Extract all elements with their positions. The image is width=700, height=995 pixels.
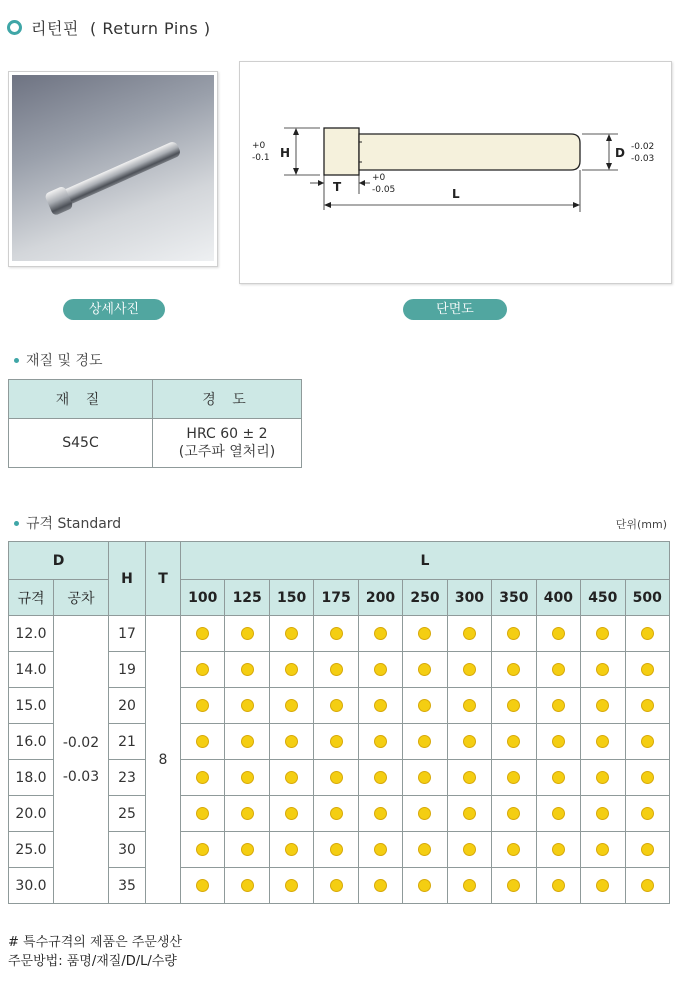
tolerance-lower: -0.03 [62,768,100,785]
available-dot-icon [196,663,209,676]
l-length-header: 250 [403,580,447,616]
l-length-header: 350 [492,580,536,616]
availability-cell [447,724,491,760]
available-dot-icon [330,879,343,892]
availability-cell [269,868,313,904]
bullet-ring-icon [7,20,22,35]
available-dot-icon [241,843,254,856]
available-dot-icon [418,879,431,892]
d-spec-cell: 20.0 [9,796,54,832]
standard-section-title: 규격 Standard [26,516,122,532]
available-dot-icon [374,699,387,712]
available-dot-icon [641,699,654,712]
availability-cell [492,796,536,832]
h-tol-plus: +0 [252,141,266,151]
availability-cell [625,796,669,832]
available-dot-icon [285,807,298,820]
availability-cell [625,832,669,868]
availability-cell [358,796,402,832]
available-dot-icon [330,663,343,676]
availability-cell [358,688,402,724]
available-dot-icon [418,699,431,712]
table-row [9,616,670,652]
available-dot-icon [552,627,565,640]
availability-cell [181,796,225,832]
availability-cell [314,724,358,760]
availability-cell [225,616,269,652]
availability-cell [314,760,358,796]
hardness-line2: (고주파 열처리) [178,444,276,460]
availability-cell [447,868,491,904]
availability-cell [181,724,225,760]
available-dot-icon [196,843,209,856]
availability-cell [181,688,225,724]
available-dot-icon [418,807,431,820]
availability-cell [225,724,269,760]
d-col-header: D [9,542,109,580]
available-dot-icon [374,843,387,856]
available-dot-icon [641,627,654,640]
table-row [9,652,670,688]
availability-cell [269,688,313,724]
available-dot-icon [418,627,431,640]
availability-cell [358,832,402,868]
l-length-header: 200 [358,580,402,616]
availability-cell [358,652,402,688]
l-length-header: 500 [625,580,669,616]
availability-cell [581,652,625,688]
availability-cell [581,688,625,724]
h-tol-minus: -0.1 [252,153,270,163]
availability-cell [625,760,669,796]
h-value-cell: 19 [109,652,146,688]
available-dot-icon [330,627,343,640]
available-dot-icon [596,879,609,892]
availability-cell [536,832,580,868]
availability-cell [181,760,225,796]
material-table [8,379,302,468]
page-header [7,16,211,39]
available-dot-icon [552,807,565,820]
available-dot-icon [641,807,654,820]
table-row [9,760,670,796]
available-dot-icon [285,771,298,784]
available-dot-icon [463,843,476,856]
available-dot-icon [196,735,209,748]
availability-cell [403,760,447,796]
available-dot-icon [330,843,343,856]
availability-cell [403,868,447,904]
availability-cell [536,796,580,832]
available-dot-icon [463,699,476,712]
available-dot-icon [596,843,609,856]
available-dot-icon [418,663,431,676]
section-drawing-frame [239,61,672,284]
available-dot-icon [596,807,609,820]
hardness-line1: HRC 60 ± 2 [186,426,268,442]
table-row [9,868,670,904]
table-row [9,688,670,724]
availability-cell [181,832,225,868]
available-dot-icon [374,735,387,748]
available-dot-icon [641,771,654,784]
availability-cell [358,760,402,796]
available-dot-icon [507,879,520,892]
availability-cell [225,832,269,868]
available-dot-icon [374,663,387,676]
availability-cell [447,832,491,868]
available-dot-icon [285,663,298,676]
availability-cell [314,796,358,832]
h-value-cell: 20 [109,688,146,724]
d-spec-cell: 25.0 [9,832,54,868]
availability-cell [447,760,491,796]
table-row [9,724,670,760]
available-dot-icon [285,699,298,712]
availability-cell [536,724,580,760]
availability-cell [581,724,625,760]
note-line-2: 주문방법: 품명/재질/D/L/수량 [8,954,177,969]
available-dot-icon [196,699,209,712]
availability-cell [269,616,313,652]
table-row [9,796,670,832]
availability-cell [225,796,269,832]
available-dot-icon [241,627,254,640]
availability-cell [581,760,625,796]
section-drawing [240,62,671,283]
available-dot-icon [596,663,609,676]
tol-col-header: 공차 [54,580,109,616]
available-dot-icon [418,735,431,748]
availability-cell [225,868,269,904]
availability-cell [625,652,669,688]
available-dot-icon [507,843,520,856]
available-dot-icon [463,807,476,820]
available-dot-icon [241,699,254,712]
unit-label: 단위(mm) [615,518,667,531]
available-dot-icon [552,699,565,712]
availability-cell [625,616,669,652]
availability-cell [403,796,447,832]
available-dot-icon [507,807,520,820]
available-dot-icon [507,771,520,784]
available-dot-icon [330,807,343,820]
availability-cell [403,724,447,760]
d-label: D [615,146,625,160]
h-col-header: H [109,542,146,616]
l-length-header: 150 [269,580,313,616]
availability-cell [536,652,580,688]
photo-caption-badge: 상세사진 [63,299,165,320]
t-label: T [333,180,342,194]
availability-cell [492,760,536,796]
availability-cell [447,652,491,688]
available-dot-icon [241,879,254,892]
availability-cell [314,652,358,688]
available-dot-icon [552,735,565,748]
available-dot-icon [641,663,654,676]
availability-cell [536,616,580,652]
availability-cell [492,688,536,724]
available-dot-icon [507,699,520,712]
l-length-header: 300 [447,580,491,616]
tolerance-upper: -0.02 [62,734,100,751]
availability-cell [225,760,269,796]
availability-cell [581,796,625,832]
availability-cell [447,616,491,652]
availability-cell [581,868,625,904]
h-value-cell: 25 [109,796,146,832]
standard-section-header [14,513,121,533]
availability-cell [492,868,536,904]
available-dot-icon [241,663,254,676]
available-dot-icon [641,843,654,856]
return-pin-image [12,75,214,261]
tolerance-cell [54,616,109,904]
available-dot-icon [374,807,387,820]
available-dot-icon [330,699,343,712]
available-dot-icon [507,627,520,640]
product-photo-frame [8,71,218,267]
available-dot-icon [463,735,476,748]
availability-cell [181,616,225,652]
material-col-header: 재 질 [9,380,153,419]
available-dot-icon [596,735,609,748]
available-dot-icon [196,879,209,892]
available-dot-icon [463,771,476,784]
availability-cell [536,868,580,904]
available-dot-icon [596,699,609,712]
available-dot-icon [641,879,654,892]
t-col-header: T [146,542,181,616]
available-dot-icon [374,879,387,892]
availability-cell [269,724,313,760]
available-dot-icon [374,771,387,784]
available-dot-icon [507,735,520,748]
section-bullet-icon [14,358,19,363]
available-dot-icon [241,807,254,820]
spec-col-header: 규격 [9,580,54,616]
available-dot-icon [196,771,209,784]
l-length-header: 125 [225,580,269,616]
availability-cell [181,652,225,688]
available-dot-icon [241,771,254,784]
d-spec-cell: 16.0 [9,724,54,760]
availability-cell [625,724,669,760]
available-dot-icon [374,627,387,640]
available-dot-icon [552,843,565,856]
available-dot-icon [241,735,254,748]
h-value-cell: 23 [109,760,146,796]
available-dot-icon [552,663,565,676]
l-length-header: 100 [181,580,225,616]
t-value-cell: 8 [146,616,181,904]
l-length-header: 400 [536,580,580,616]
h-label: H [280,146,291,160]
d-spec-cell: 15.0 [9,688,54,724]
availability-cell [581,832,625,868]
available-dot-icon [418,771,431,784]
material-section-title: 재질 및 경도 [26,353,103,369]
availability-cell [403,652,447,688]
t-tol-minus: -0.05 [372,185,396,195]
availability-cell [625,688,669,724]
pin-head-shape [324,128,359,175]
availability-cell [403,616,447,652]
d-spec-cell: 14.0 [9,652,54,688]
available-dot-icon [285,735,298,748]
h-value-cell: 21 [109,724,146,760]
available-dot-icon [330,735,343,748]
available-dot-icon [418,843,431,856]
note-line-1: # 특수규격의 제품은 주문생산 [8,935,182,950]
d-spec-cell: 18.0 [9,760,54,796]
available-dot-icon [463,663,476,676]
h-value-cell: 17 [109,616,146,652]
availability-cell [536,688,580,724]
section-bullet-icon [14,521,19,526]
availability-cell [492,616,536,652]
page-title: 리턴핀 ( Return Pins ) [31,19,211,38]
available-dot-icon [196,627,209,640]
available-dot-icon [463,627,476,640]
availability-cell [314,832,358,868]
availability-cell [492,724,536,760]
availability-cell [358,616,402,652]
t-tol-plus: +0 [372,173,386,183]
pin-shaft-shape [359,134,580,170]
availability-cell [225,688,269,724]
availability-cell [269,832,313,868]
available-dot-icon [285,879,298,892]
drawing-caption-badge: 단면도 [403,299,507,320]
available-dot-icon [552,771,565,784]
hardness-value [153,419,302,468]
availability-cell [447,688,491,724]
availability-cell [269,652,313,688]
available-dot-icon [596,771,609,784]
availability-cell [269,760,313,796]
hardness-col-header: 경 도 [153,380,302,419]
availability-cell [314,616,358,652]
availability-cell [447,796,491,832]
availability-cell [269,796,313,832]
d-spec-cell: 30.0 [9,868,54,904]
availability-cell [403,832,447,868]
available-dot-icon [641,735,654,748]
availability-cell [403,688,447,724]
l-length-header: 175 [314,580,358,616]
available-dot-icon [596,627,609,640]
availability-cell [492,652,536,688]
d-tol-1: -0.02 [631,142,655,152]
d-tol-2: -0.03 [631,154,655,164]
available-dot-icon [196,807,209,820]
availability-cell [358,868,402,904]
availability-cell [358,724,402,760]
availability-cell [492,832,536,868]
standard-table [8,541,670,904]
availability-cell [314,688,358,724]
availability-cell [181,868,225,904]
availability-cell [225,652,269,688]
l-col-header: L [181,542,670,580]
material-value: S45C [9,419,153,468]
h-value-cell: 35 [109,868,146,904]
availability-cell [314,868,358,904]
material-section-header [14,350,103,370]
available-dot-icon [285,843,298,856]
available-dot-icon [507,663,520,676]
available-dot-icon [552,879,565,892]
available-dot-icon [285,627,298,640]
available-dot-icon [330,771,343,784]
d-spec-cell: 12.0 [9,616,54,652]
availability-cell [625,868,669,904]
product-photo [12,75,214,261]
availability-cell [536,760,580,796]
l-label: L [452,187,460,201]
h-value-cell: 30 [109,832,146,868]
table-row [9,832,670,868]
availability-cell [581,616,625,652]
available-dot-icon [463,879,476,892]
l-length-header: 450 [581,580,625,616]
